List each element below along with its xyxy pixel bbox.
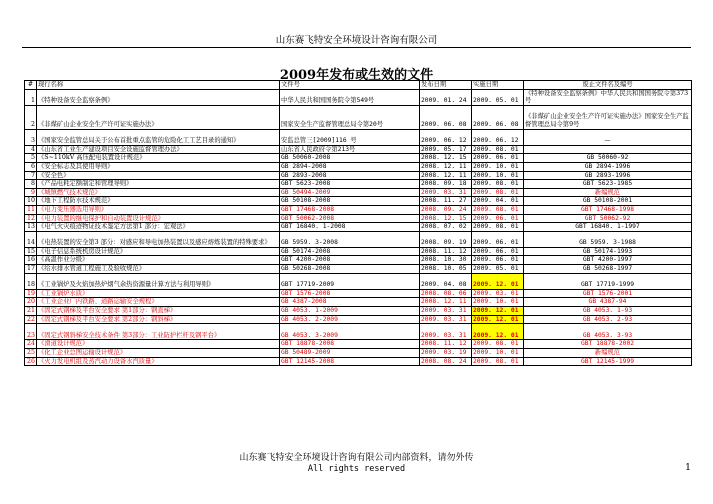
row-name: 《电力装置的继电保护和自动装置设计规范》 xyxy=(37,214,280,223)
row-abolished: 《特种设备安全监察条例》中华人民共和国国务院令第373 号 xyxy=(524,89,692,105)
row-effective-date: 2009. 06. 12 xyxy=(472,129,524,145)
row-number: 17 xyxy=(25,265,37,274)
row-publish-date: 2009. 06. 08 xyxy=(420,105,472,129)
row-name: 《高温作业分级》 xyxy=(37,256,280,265)
row-abolished xyxy=(524,145,692,154)
row-number: 26 xyxy=(25,357,37,366)
table-row xyxy=(25,265,692,274)
row-publish-date: 2009. 03. 31 xyxy=(420,188,472,197)
footer-rights: All rights reserved xyxy=(307,464,406,474)
row-abolished: 新编规范 xyxy=(524,349,692,358)
row-effective-date: 2009. 08. 01 xyxy=(472,180,524,189)
col-effective-header: 实施日期 xyxy=(472,81,524,90)
row-name: 《电力变压器选用导则》 xyxy=(37,205,280,214)
row-number: 20 xyxy=(25,298,37,307)
row-name: 《山东省工业生产建设项目安全设施监督管理办法》 xyxy=(37,145,280,154)
row-effective-date: 2009. 10. 01 xyxy=(472,162,524,171)
company-header: 山东赛飞特安全环境设计咨询有限公司 xyxy=(275,35,438,46)
row-effective-date: 2009. 08. 01 xyxy=(472,145,524,154)
row-publish-date: 2008. 11. 12 xyxy=(420,247,472,256)
row-number: 25 xyxy=(25,349,37,358)
row-name: 《电子信息系统机房设计规范》 xyxy=(37,247,280,256)
row-doc-number: GBT 17468-2008 xyxy=(280,205,420,214)
table-row xyxy=(25,162,692,171)
row-number: 24 xyxy=(25,340,37,349)
table-row xyxy=(25,205,692,214)
row-abolished: GB 50108-2001 xyxy=(524,197,692,206)
table-row xyxy=(25,298,692,307)
row-name: 《S~110kV 高压配电装置设计规范》 xyxy=(37,154,280,163)
row-publish-date: 2008. 08. 06 xyxy=(420,289,472,298)
row-name: 《非煤矿山企业安全生产许可证实施办法》 xyxy=(37,105,280,129)
row-effective-date: 2009. 06. 01 xyxy=(472,231,524,247)
row-doc-number: 安监总管三[2009]116 号 xyxy=(280,129,420,145)
row-name: 《地下工程防水技术规范》 xyxy=(37,197,280,206)
table-row xyxy=(25,357,692,366)
row-number: 11 xyxy=(25,205,37,214)
row-publish-date: 2008. 10. 05 xyxy=(420,265,472,274)
row-abolished: GB 5959. 3-1988 xyxy=(524,231,692,247)
row-number: 13 xyxy=(25,223,37,232)
row-abolished: 新编规范 xyxy=(524,188,692,197)
table-row xyxy=(25,256,692,265)
row-number: 22 xyxy=(25,315,37,324)
table-header-row xyxy=(25,81,692,90)
table-row xyxy=(25,154,692,163)
row-name: 《安全标志及其使用导则》 xyxy=(37,162,280,171)
row-doc-number: GBT 17719-2009 xyxy=(280,273,420,289)
row-effective-date: 2009. 12. 01 xyxy=(472,324,524,340)
col-doc-header: 文件号 xyxy=(280,81,420,90)
row-number: 6 xyxy=(25,162,37,171)
row-name: 《城镇燃气技术规范》 xyxy=(37,188,280,197)
row-doc-number: GB 4387-2008 xyxy=(280,298,420,307)
row-effective-date: 2009. 10. 01 xyxy=(472,171,524,180)
row-number: 12 xyxy=(25,214,37,223)
row-effective-date: 2009. 04. 01 xyxy=(472,197,524,206)
table-row xyxy=(25,89,692,105)
row-effective-date: 2009. 08. 01 xyxy=(472,223,524,232)
table-row xyxy=(25,315,692,324)
row-name: 《工业锅炉及火焰加热炉烟气余热资源量计算方法与利用导则》 xyxy=(37,273,280,289)
row-publish-date: 2009. 06. 12 xyxy=(420,129,472,145)
row-abolished: GB 50174-1993 xyxy=(524,247,692,256)
row-number: 7 xyxy=(25,171,37,180)
row-abolished: GBT 5623-1985 xyxy=(524,180,692,189)
row-number: 23 xyxy=(25,324,37,340)
row-doc-number: GB 50174-2008 xyxy=(280,247,420,256)
row-doc-number: GB 50060-2008 xyxy=(280,154,420,163)
row-doc-number: GB 50268-2008 xyxy=(280,265,420,274)
table-row xyxy=(25,180,692,189)
row-effective-date: 2009. 10. 01 xyxy=(472,349,524,358)
row-doc-number: GB 4053. 1-2009 xyxy=(280,307,420,316)
row-doc-number: GB 50494-2009 xyxy=(280,188,420,197)
row-publish-date: 2009. 03. 31 xyxy=(420,307,472,316)
row-name: 《工业锅炉水质》 xyxy=(37,289,280,298)
row-doc-number: GBT 16840. 1-2008 xyxy=(280,223,420,232)
row-doc-number: 中华人民共和国国务院令第549号 xyxy=(280,89,420,105)
row-number: 1 xyxy=(25,89,37,105)
row-name: 《产品电耗定额制定和管理导则》 xyxy=(37,180,280,189)
row-effective-date: 2009. 10. 01 xyxy=(472,298,524,307)
row-name: 《工业企业厂内铁路、道路运输安全规程》 xyxy=(37,298,280,307)
row-abolished: GBT 4200-1997 xyxy=(524,256,692,265)
row-number: 2 xyxy=(25,105,37,129)
col-no-header: # xyxy=(25,81,37,90)
row-abolished: GB 4387-94 xyxy=(524,298,692,307)
row-number: 19 xyxy=(25,289,37,298)
table-row xyxy=(25,340,692,349)
col-name-header: 现行名称 xyxy=(37,81,280,90)
row-effective-date: 2009. 06. 01 xyxy=(472,154,524,163)
header-divider xyxy=(22,47,691,48)
row-effective-date: 2009. 06. 01 xyxy=(472,214,524,223)
row-effective-date: 2009. 06. 01 xyxy=(472,256,524,265)
row-doc-number: GB 2893-2008 xyxy=(280,171,420,180)
row-abolished: GB 2894-1996 xyxy=(524,162,692,171)
row-abolished: GB 50268-1997 xyxy=(524,265,692,274)
row-abolished: GBT 1576-2001 xyxy=(524,289,692,298)
row-publish-date: 2009. 03. 31 xyxy=(420,315,472,324)
row-doc-number: GB 50108-2008 xyxy=(280,197,420,206)
document-table xyxy=(24,80,692,366)
footer-notice: 山东赛飞特安全环境设计咨询有限公司内部资料，请勿外传 xyxy=(239,453,474,463)
row-doc-number: 山东省人民政府令第213号 xyxy=(280,145,420,154)
row-name: 《滑道设计规范》 xyxy=(37,340,280,349)
table-row xyxy=(25,247,692,256)
row-name: 《化工企业总图运输设计规范》 xyxy=(37,349,280,358)
row-doc-number: GB 4053. 2-2009 xyxy=(280,315,420,324)
row-name: 《固定式钢梯及平台安全要求 第2部分：钢斜梯》 xyxy=(37,315,280,324)
table-row xyxy=(25,105,692,129)
row-abolished: GB 4053. 2-93 xyxy=(524,315,692,324)
row-number: 4 xyxy=(25,145,37,154)
table-row xyxy=(25,145,692,154)
row-effective-date: 2009. 08. 01 xyxy=(472,357,524,366)
row-effective-date: 2009. 12. 01 xyxy=(472,307,524,316)
row-doc-number: 国家安全生产监督管理总局令第20号 xyxy=(280,105,420,129)
row-abolished: GB 4053. 3-93 xyxy=(524,324,692,340)
row-doc-number: GBT 5623-2008 xyxy=(280,180,420,189)
row-doc-number: GB 2894-2008 xyxy=(280,162,420,171)
row-publish-date: 2008. 09. 19 xyxy=(420,231,472,247)
row-doc-number: GBT 12145-2008 xyxy=(280,357,420,366)
row-publish-date: 2008. 10. 30 xyxy=(420,256,472,265)
row-number: 18 xyxy=(25,273,37,289)
row-abolished: GB 4053. 1-93 xyxy=(524,307,692,316)
row-effective-date: 2009. 06. 01 xyxy=(472,247,524,256)
row-effective-date: 2009. 12. 01 xyxy=(472,315,524,324)
row-number: 14 xyxy=(25,231,37,247)
table-row xyxy=(25,129,692,145)
row-publish-date: 2008. 09. 24 xyxy=(420,205,472,214)
row-number: 3 xyxy=(25,129,37,145)
row-number: 5 xyxy=(25,154,37,163)
row-doc-number: GB 5959. 3-2008 xyxy=(280,231,420,247)
row-publish-date: 2008. 11. 27 xyxy=(420,197,472,206)
row-number: 15 xyxy=(25,247,37,256)
row-effective-date: 2009. 12. 01 xyxy=(472,273,524,289)
row-abolished: 《非煤矿山企业安全生产许可证实施办法》国家安全生产监督管理总局令第9号 xyxy=(524,105,692,129)
row-effective-date: 2009. 06. 08 xyxy=(472,105,524,129)
row-doc-number: GBT 18878-2008 xyxy=(280,340,420,349)
row-number: 8 xyxy=(25,180,37,189)
page-title: 2009年发布或生效的文件 xyxy=(279,68,434,83)
row-publish-date: 2008. 07. 02 xyxy=(420,223,472,232)
table-row xyxy=(25,214,692,223)
row-effective-date: 2009. 05. 01 xyxy=(472,265,524,274)
row-abolished: GBT 50062-92 xyxy=(524,214,692,223)
row-publish-date: 2008. 08. 24 xyxy=(420,357,472,366)
row-publish-date: 2008. 12. 11 xyxy=(420,298,472,307)
row-publish-date: 2008. 11. 12 xyxy=(420,340,472,349)
row-abolished: GBT 18878-2002 xyxy=(524,340,692,349)
row-publish-date: 2008. 12. 11 xyxy=(420,171,472,180)
row-number: 21 xyxy=(25,307,37,316)
row-abolished: GB 2893-1996 xyxy=(524,171,692,180)
row-publish-date: 2009. 05. 17 xyxy=(420,145,472,154)
table-body xyxy=(25,89,692,366)
col-abolished-header: 废止文件名及编号 xyxy=(524,81,692,90)
row-name: 《特种设备安全监察条例》 xyxy=(37,89,280,105)
row-abolished: GB 50060-92 xyxy=(524,154,692,163)
table-row xyxy=(25,349,692,358)
row-publish-date: 2008. 09. 18 xyxy=(420,180,472,189)
row-effective-date: 2009. 05. 01 xyxy=(472,89,524,105)
row-publish-date: 2009. 01. 24 xyxy=(420,89,472,105)
row-publish-date: 2008. 12. 11 xyxy=(420,162,472,171)
row-name: 《国家安全监管总局关于公布首批重点监管的危险化工工艺目录的通知》 xyxy=(37,129,280,145)
row-publish-date: 2009. 03. 31 xyxy=(420,324,472,340)
row-abolished: — xyxy=(524,129,692,145)
row-abolished: GBT 17719-1999 xyxy=(524,273,692,289)
row-name: 《电气火灾痕迹物证技术鉴定方法第1 部分：宏观法》 xyxy=(37,223,280,232)
col-publish-header: 发布日期 xyxy=(420,81,472,90)
row-number: 9 xyxy=(25,188,37,197)
row-abolished: GBT 16840. 1-1997 xyxy=(524,223,692,232)
row-doc-number: GB 50489-2009 xyxy=(280,349,420,358)
page-number: 1 xyxy=(684,462,691,473)
row-number: 16 xyxy=(25,256,37,265)
row-publish-date: 2009. 04. 08 xyxy=(420,273,472,289)
row-effective-date: 2009. 03. 01 xyxy=(472,289,524,298)
row-number: 10 xyxy=(25,197,37,206)
row-name: 《给水排水管道工程施工及验收规范》 xyxy=(37,265,280,274)
row-doc-number: GB 4053. 3-2009 xyxy=(280,324,420,340)
row-doc-number: GBT 1576-2008 xyxy=(280,289,420,298)
row-doc-number: GBT 50062-2008 xyxy=(280,214,420,223)
row-effective-date: 2009. 08. 01 xyxy=(472,205,524,214)
table-row xyxy=(25,273,692,289)
table-row xyxy=(25,289,692,298)
table-row xyxy=(25,231,692,247)
row-name: 《固定式钢斜梯安全技术条件 第3部分：工业防护栏杆及钢平台》 xyxy=(37,324,280,340)
row-publish-date: 2008. 12. 15 xyxy=(420,214,472,223)
table-row xyxy=(25,197,692,206)
row-name: 《安全色》 xyxy=(37,171,280,180)
row-publish-date: 2009. 03. 19 xyxy=(420,349,472,358)
row-name: 《固定式钢梯及平台安全要求 第1部分：钢直梯》 xyxy=(37,307,280,316)
row-effective-date: 2009. 08. 01 xyxy=(472,188,524,197)
row-effective-date: 2009. 08. 01 xyxy=(472,340,524,349)
row-publish-date: 2008. 12. 15 xyxy=(420,154,472,163)
table-row xyxy=(25,171,692,180)
table-row xyxy=(25,324,692,340)
table-row xyxy=(25,307,692,316)
row-name: 《电热装置的安全第3 部分：对感应和导电加热装置以及感应熔炼装置的特殊要求》 xyxy=(37,231,280,247)
row-doc-number: GBT 4200-2008 xyxy=(280,256,420,265)
row-abolished: GBT 17468-1998 xyxy=(524,205,692,214)
table-row xyxy=(25,223,692,232)
row-name: 《火力发电机组及蒸汽动力设备水汽质量》 xyxy=(37,357,280,366)
row-abolished: GBT 12145-1999 xyxy=(524,357,692,366)
table-row xyxy=(25,188,692,197)
